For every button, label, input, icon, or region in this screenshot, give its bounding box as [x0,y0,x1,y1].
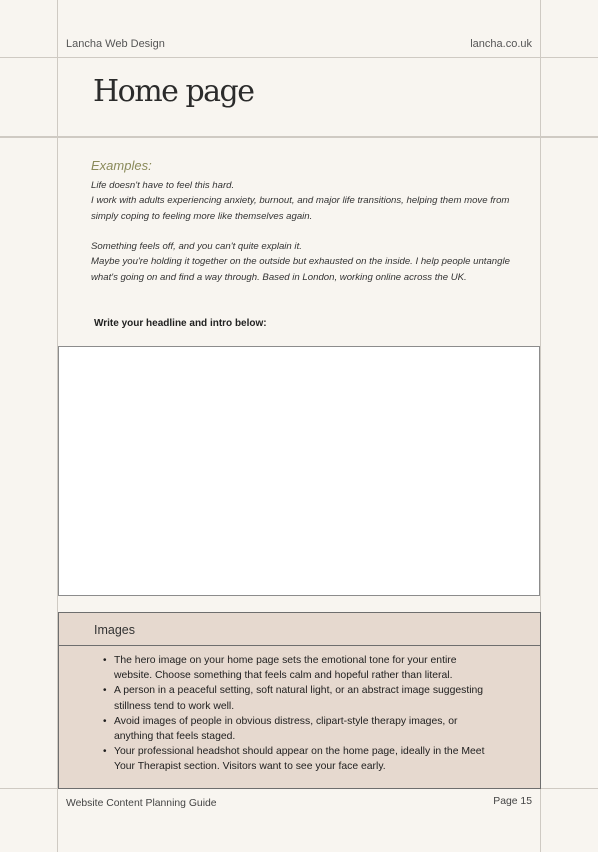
list-item [103,744,514,774]
example-2 [91,239,531,285]
images-section-header [58,612,541,646]
list-item-line-2: anything that feels staged. [114,731,236,743]
example-2-line-1: Something feels off, and you can't quite explain it. [91,241,302,252]
bullet-icon: • [103,655,107,666]
example-2-line-2: Maybe you're holding it together on the outside but exhausted on the inside. I help people untangle [91,256,510,268]
example-1-line-3: simply coping to feeling more like themselves again. [91,210,313,222]
example-1 [91,178,531,224]
list-item [103,714,514,744]
example-2-line-3: what's going on and find a way through. Based in London, working online across the UK. [91,271,467,283]
headline-intro-input[interactable] [58,346,540,596]
brand-name: Lancha Web Design [66,38,165,50]
bullet-icon: • [103,715,107,727]
list-item-line-1: A person in a peaceful setting, soft natural light, or an abstract image suggesting [114,685,484,697]
list-item [103,683,514,713]
list-item-line-1: Avoid images of people in obvious distress, clipart-style therapy images, or [114,715,458,727]
images-section-body [58,646,541,789]
examples-label: Examples: [91,158,152,173]
write-prompt-label: Write your headline and intro below: [94,318,267,329]
page-title: Home page [93,74,254,109]
images-section-title: Images [94,623,135,637]
bullet-icon: • [103,685,107,697]
example-1-line-1: Life doesn't have to feel this hard. [91,180,235,191]
grid-line-title [0,136,598,138]
list-item-line-2: Your Therapist section. Visitors want to see your face early. [114,761,386,773]
website-url: lancha.co.uk [470,38,532,50]
list-item-line-1: Your professional headshot should appear on the home page, ideally in the Meet [114,746,485,758]
list-item [103,653,514,683]
page-number: Page 15 [493,796,532,807]
images-tips-list [103,653,514,775]
grid-line-header [0,57,598,58]
list-item-line-2: website. Choose something that feels calm and hopeful rather than literal. [114,670,453,682]
example-1-line-2: I work with adults experiencing anxiety, burnout, and major life transitions, helping them move from [91,195,510,207]
list-item-line-2: stillness tend to work well. [114,700,235,712]
bullet-icon: • [103,746,107,758]
footer-guide-title: Website Content Planning Guide [66,798,217,809]
list-item-line-1: The hero image on your home page sets the emotional tone for your entire [114,655,457,666]
